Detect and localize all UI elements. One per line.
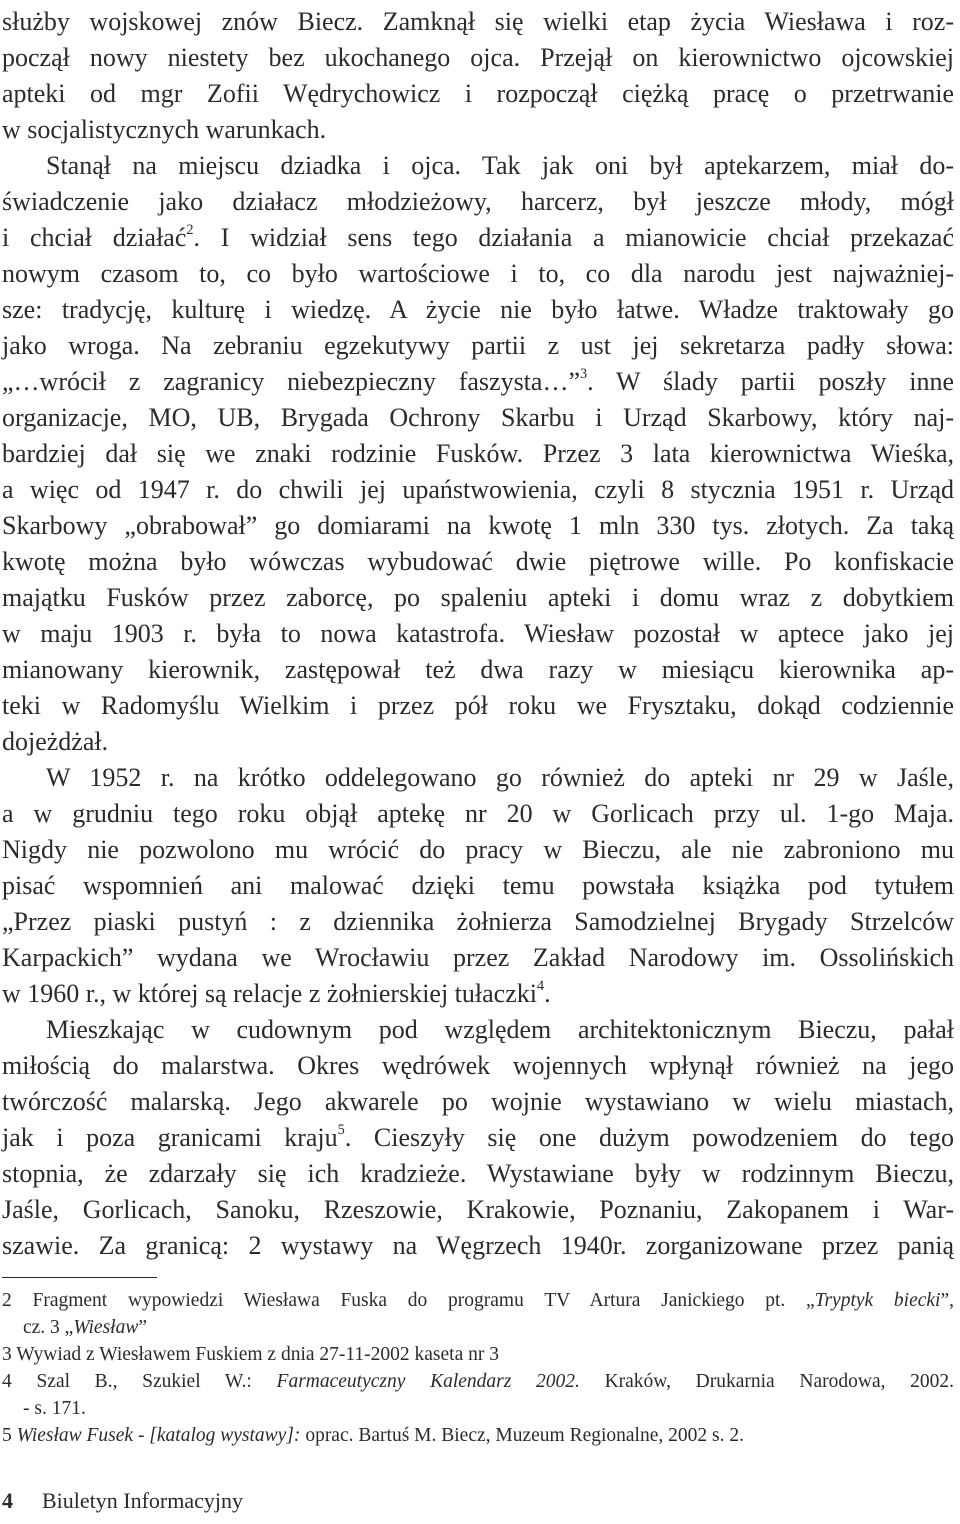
body-line: „Przez piaski pustyń : z dziennika żołnierza Samodzielnej Brygady Strzelców bbox=[2, 907, 954, 936]
body-line: Jaśle, Gorlicach, Sanoku, Rzeszowie, Krakowie, Poznaniu, Zakopanem i War- bbox=[2, 1195, 954, 1224]
body-line: apteki od mgr Zofii Wędrychowicz i rozpoczął ciężką pracę o przetrwanie bbox=[2, 79, 954, 108]
body-line: „…wrócił z zagranicy niebezpieczny faszysta…”$^3$. W ślady partii poszły inne bbox=[2, 366, 955, 396]
footnote-4-continuation: - s. 171. bbox=[23, 1398, 86, 1419]
footnote-number: 5 bbox=[2, 1425, 12, 1446]
publication-name: Biuletyn Informacyjny bbox=[42, 1488, 244, 1513]
footnote-2: 2 Fragment wypowiedzi Wiesława Fuska do programu TV Artura Janickiego pt. „Tryptyk biecki”, bbox=[2, 1290, 954, 1311]
body-line: nowym czasom to, co było wartościowe i to, co dla narodu jest najważniej- bbox=[2, 259, 954, 288]
body-line: służby wojskowej znów Biecz. Zamknął się wielki etap życia Wiesława i roz- bbox=[2, 7, 954, 36]
body-line: jak i poza granicami kraju$^5$. Cieszyły się one dużym powodzeniem do tego bbox=[2, 1122, 954, 1152]
body-line: jako wroga. Na zebraniu egzekutywy partii z ust jej sekretarza padły słowa: bbox=[2, 331, 954, 360]
body-line: świadczenie jako działacz młodzieżowy, harcerz, był jeszcze młody, mógł bbox=[2, 187, 954, 216]
footnote-4: 4 Szal B., Szukiel W.: Farmaceutyczny Kalendarz 2002. Kraków, Drukarnia Narodowa, 2002. bbox=[2, 1371, 955, 1392]
footnote-ref: 4 bbox=[536, 978, 545, 995]
body-line: w maju 1903 r. była to nowa katastrofa. Wiesław pozostał w aptece jako jej bbox=[2, 619, 954, 648]
body-line: bardziej dał się we znaki rodzinie Fusków. Przez 3 lata kierownictwa Wieśka, bbox=[2, 439, 954, 468]
body-line: dojeżdżał. bbox=[2, 727, 109, 756]
body-line: Skarbowy „obrabował” go domiarami na kwotę 1 mln 330 tys. złotych. Za taką bbox=[2, 511, 954, 540]
body-line: Nigdy nie pozwolono mu wrócić do pracy w Bieczu, ale nie zabroniono mu bbox=[2, 835, 954, 864]
body-line: a w grudniu tego roku objął aptekę nr 20 w Gorlicach przy ul. 1-go Maja. bbox=[2, 799, 954, 828]
body-line: sze: tradycję, kulturę i wiedzę. A życie nie było łatwe. Władze traktowały go bbox=[2, 295, 954, 324]
body-line: organizacje, MO, UB, Brygada Ochrony Skarbu i Urząd Skarbowy, który naj- bbox=[2, 403, 954, 432]
body-line: pisać wspomnień ani malować dzięki temu powstała książka pod tytułem bbox=[2, 871, 954, 900]
body-line: i chciał działać$^2$. I widział sens tego działania a mianowicie chciał przekazać bbox=[2, 222, 954, 252]
body-line: Mieszkając w cudownym pod względem architektonicznym Bieczu, pałał bbox=[46, 1015, 954, 1044]
body-line: twórczość malarską. Jego akwarele po wojnie wystawiano w wielu miastach, bbox=[2, 1087, 954, 1116]
footnote-5: 5 Wiesław Fusek - [katalog wystawy]: oprac. Bartuś M. Biecz, Muzeum Regionalne, 2002 s. 2. bbox=[2, 1425, 744, 1446]
footnote-number: 3 bbox=[2, 1344, 12, 1365]
body-line: mianowany kierownik, zastępował też dwa razy w miesiącu kierownika ap- bbox=[2, 655, 954, 684]
footnote-3: 3 Wywiad z Wiesławem Fuskiem z dnia 27-11-2002 kaseta nr 3 bbox=[2, 1344, 499, 1365]
footnote-ref: 5 bbox=[337, 1122, 345, 1139]
footnote-number: 4 bbox=[2, 1371, 12, 1392]
body-line: Stanął na miejscu dziadka i ojca. Tak jak oni był aptekarzem, miał do- bbox=[46, 151, 954, 180]
footnote-2-continuation: cz. 3 „Wiesław” bbox=[23, 1317, 148, 1338]
body-line: W 1952 r. na krótko oddelegowano go również do apteki nr 29 w Jaśle, bbox=[46, 763, 954, 792]
body-line: teki w Radomyślu Wielkim i przez pół roku we Frysztaku, dokąd codziennie bbox=[2, 691, 954, 720]
body-line: kwotę można było wówczas wybudować dwie piętrowe wille. Po konfiskacie bbox=[2, 547, 954, 576]
body-line: począł nowy niestety bez ukochanego ojca. Przejął on kierownictwo ojcowskiej bbox=[2, 43, 954, 72]
body-line: Karpackich” wydana we Wrocławiu przez Zakład Narodowy im. Ossolińskich bbox=[2, 943, 954, 972]
footnote-ref: 3 bbox=[580, 366, 588, 383]
footnote-separator bbox=[2, 1277, 157, 1278]
body-line: w socjalistycznych warunkach. bbox=[2, 115, 327, 144]
body-line: szawie. Za granicą: 2 wystawy na Węgrzech 1940r. zorganizowane przez panią bbox=[2, 1231, 954, 1260]
body-line: a więc od 1947 r. do chwili jej upaństwowienia, czyli 8 stycznia 1951 r. Urząd bbox=[2, 475, 954, 504]
body-line: majątku Fusków przez zaborcę, po spaleniu apteki i domu wraz z dobytkiem bbox=[2, 583, 954, 612]
body-line: stopnia, że zdarzały się ich kradzieże. Wystawiane były w rodzinnym Bieczu, bbox=[2, 1159, 954, 1188]
footnote-ref: 2 bbox=[186, 222, 194, 239]
body-line: miłością do malarstwa. Okres wędrówek wojennych wpłynął również na jego bbox=[2, 1051, 954, 1080]
footnote-number: 2 bbox=[2, 1290, 12, 1311]
page-number: 4 bbox=[2, 1488, 13, 1513]
body-line: w 1960 r., w której są relacje z żołnierskiej tułaczki$^4$. bbox=[2, 978, 551, 1008]
